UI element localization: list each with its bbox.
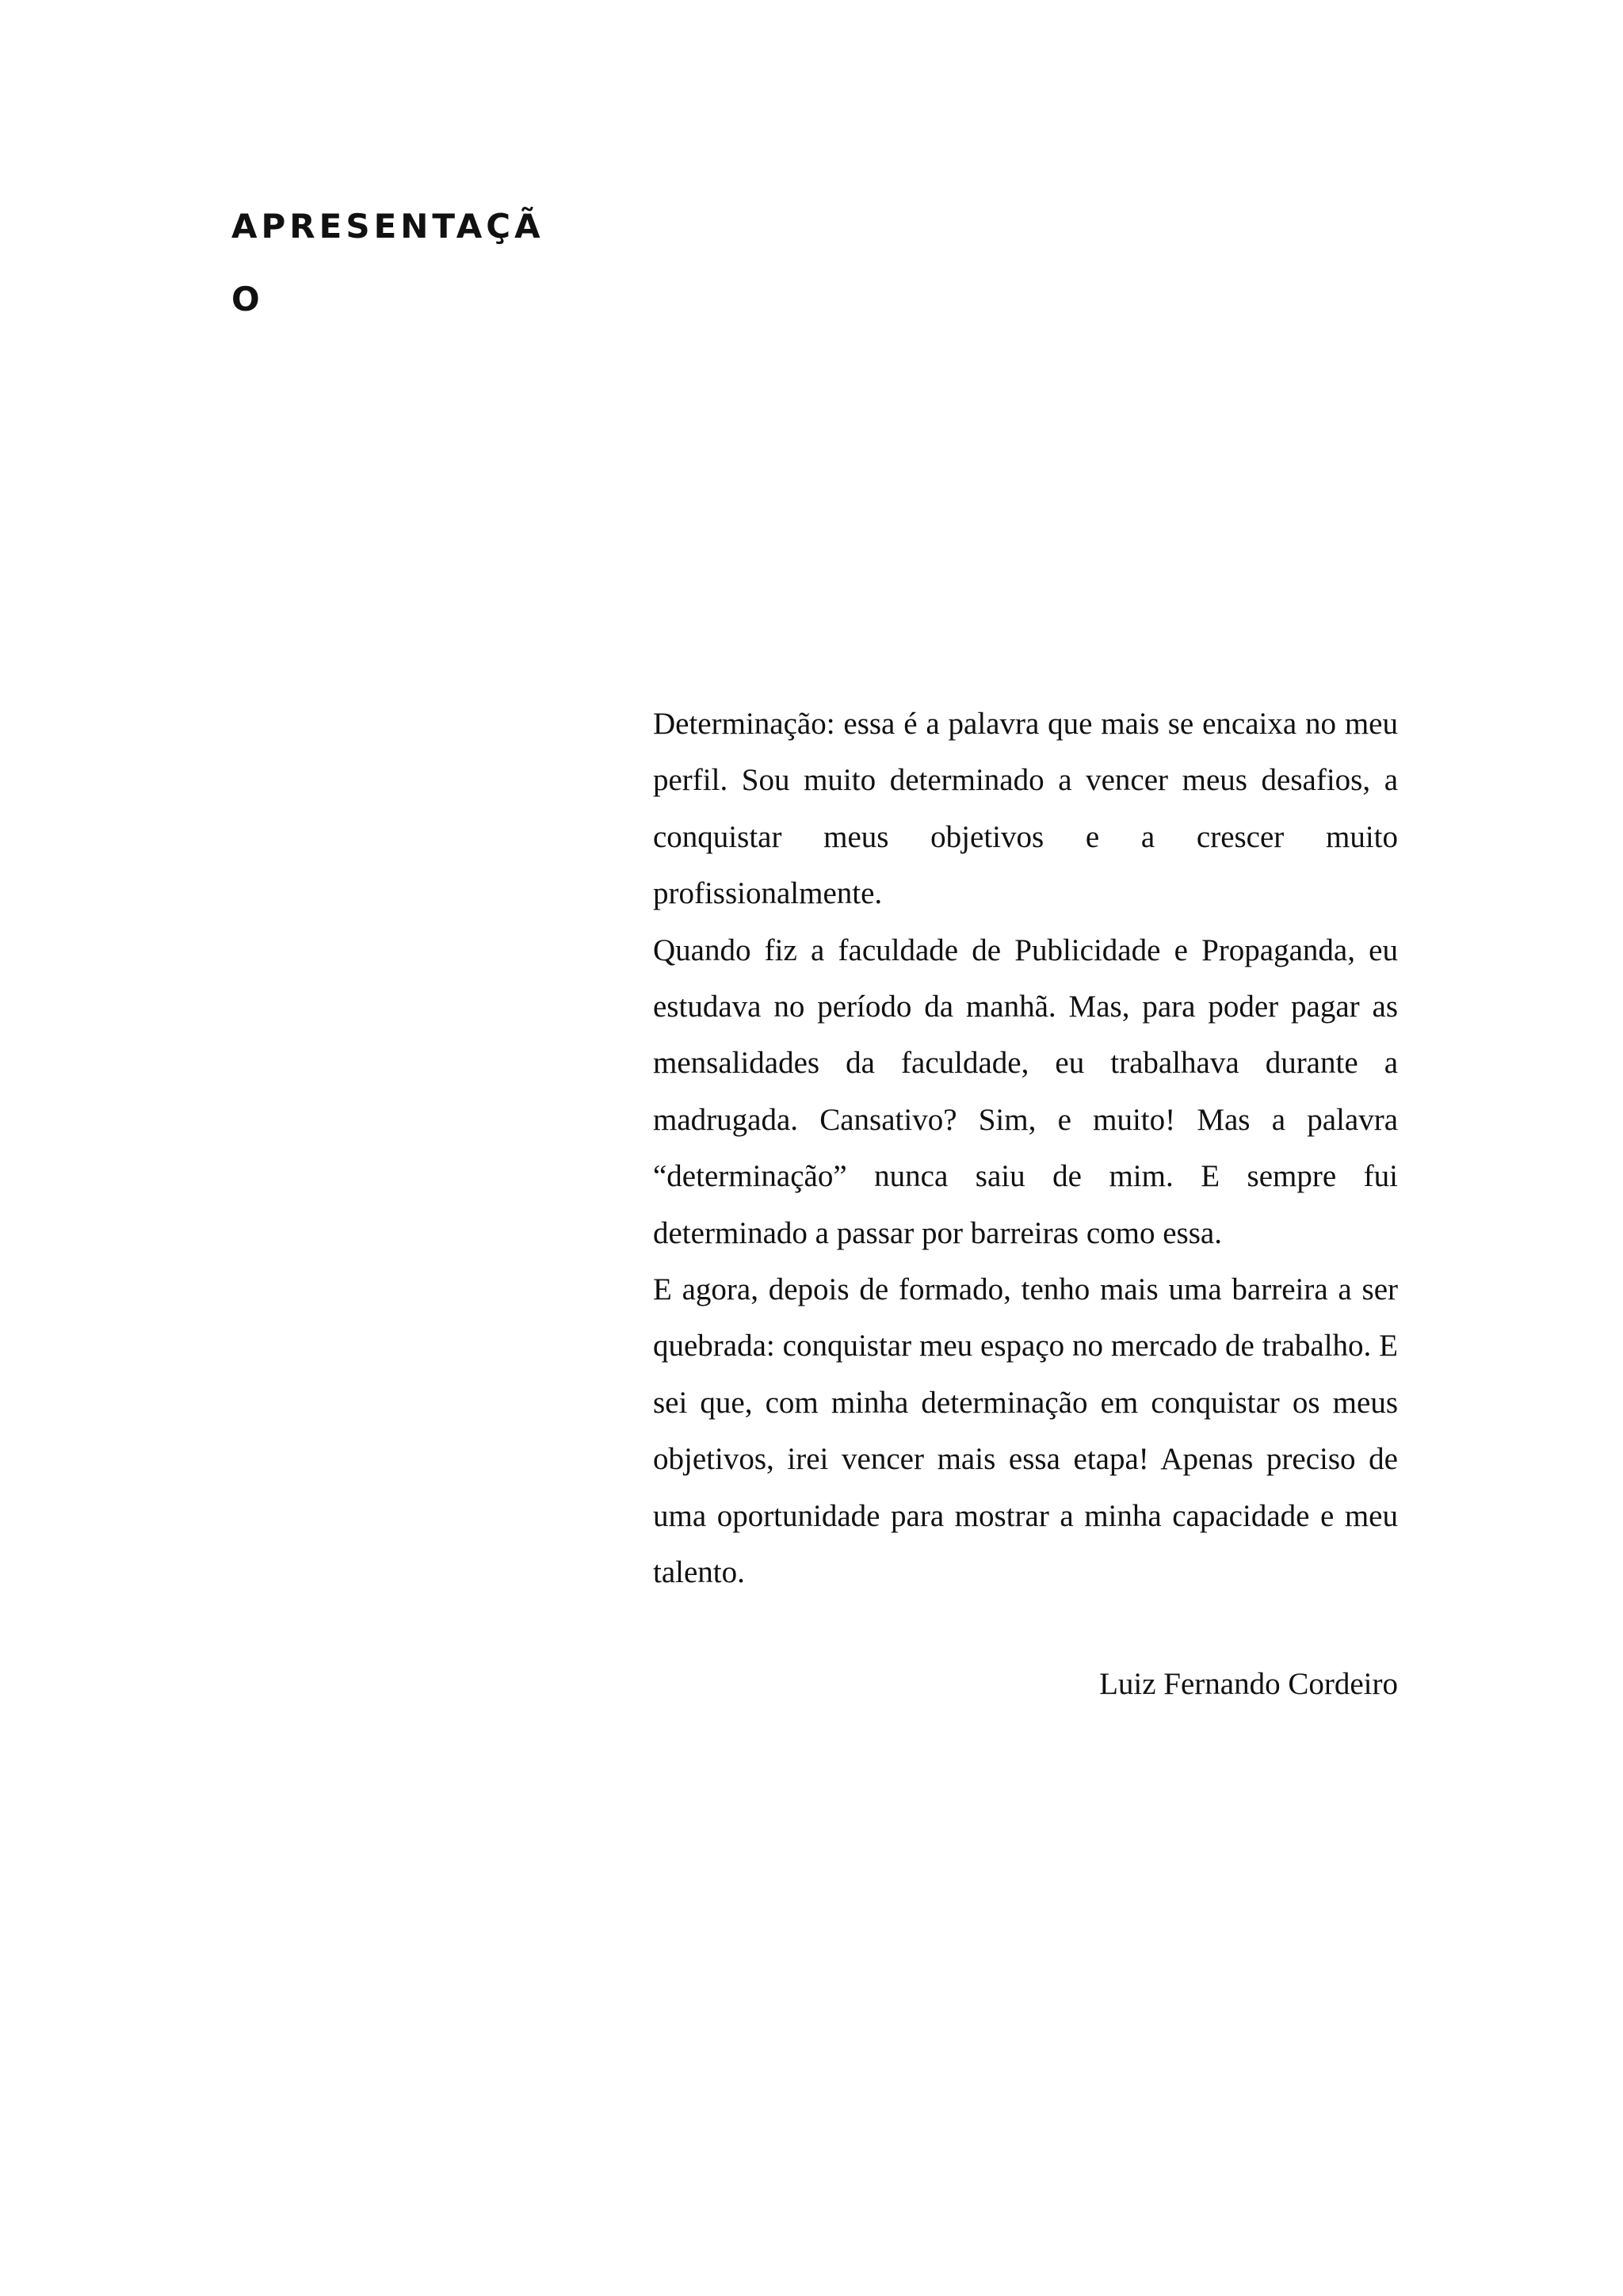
paragraph-1: Determinação: essa é a palavra que mais se encaixa no meu perfil. Sou muito determinado a vencer meus desafios, a conquistar meus objetivos e a crescer muito profissionalmente. — [653, 707, 1398, 911]
page-title — [231, 190, 564, 336]
page-title-line-1: APRESENTAÇÃ — [231, 207, 544, 246]
author-signature: Luiz Fernando Cordeiro — [1099, 1667, 1398, 1701]
paragraph-3: E agora, depois de formado, tenho mais uma barreira a ser quebrada: conquistar meu espaço no mercado de trabalho. E sei que, com minha determinação em conquistar os meus objetivos, irei vencer mais essa etapa! Apenas preciso de uma oportunidade para mostrar a minha capacidade e meu talento. — [653, 1272, 1398, 1590]
presentation-text — [653, 696, 1398, 1601]
paragraph-2: Quando fiz a faculdade de Publicidade e Propaganda, eu estudava no período da manhã. Mas, para poder pagar as mensalidades da faculdade, eu trabalhava durante a madrugada. Cansativo? Sim, e muito! Mas a palavra “determinação” nunca saiu de mim. E sempre fui determinado a passar por barreiras como essa. — [653, 933, 1398, 1250]
page-title-line-2: O — [231, 280, 264, 318]
